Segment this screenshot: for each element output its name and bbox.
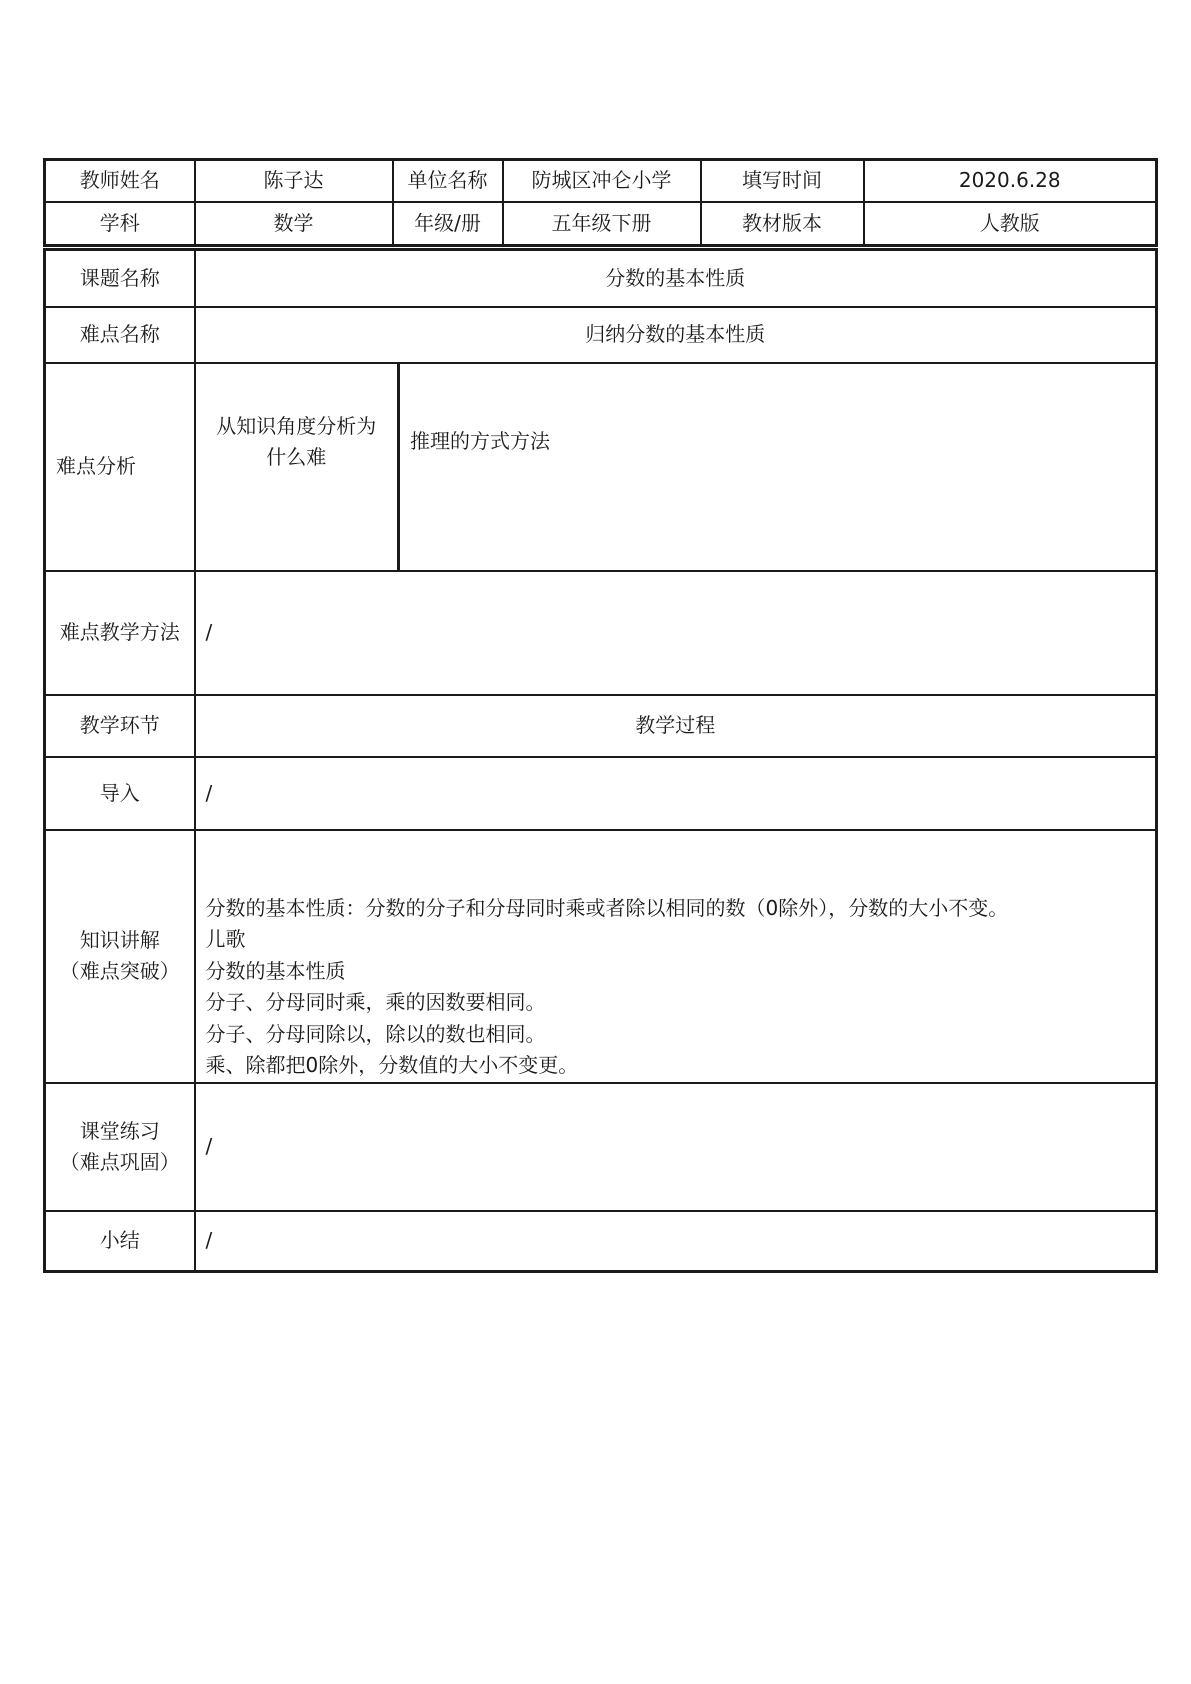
knowledge-line: 分子、分母同除以，除以的数也相同。 <box>205 1021 546 1046</box>
knowledge-line: 儿歌 <box>205 927 246 951</box>
textbook-value: 人教版 <box>864 202 1157 246</box>
knowledge-content <box>195 830 1157 1083</box>
analysis-label: 难点分析 <box>45 363 195 571</box>
grade-label: 年级/册 <box>393 202 503 246</box>
knowledge-line: 分数的基本性质 <box>205 958 346 983</box>
process-label: 教学过程 <box>195 695 1157 757</box>
stage-label: 教学环节 <box>45 695 195 757</box>
practice-label-line1: 课堂练习 <box>79 1118 160 1143</box>
knowledge-label-line1: 知识讲解 <box>79 928 160 952</box>
practice-content: / <box>195 1083 1157 1211</box>
knowledge-line: 乘、除都把0除外，分数值的大小不变更。 <box>205 1053 579 1077</box>
method-label: 难点教学方法 <box>45 571 195 695</box>
practice-label <box>45 1083 195 1211</box>
summary-content: / <box>195 1211 1157 1272</box>
subject-label: 学科 <box>45 202 195 246</box>
topic-value: 分数的基本性质 <box>195 250 1157 307</box>
analysis-sub-label <box>195 363 399 571</box>
unit-value: 防城区冲仑小学 <box>503 160 701 202</box>
body-table <box>43 248 1158 1273</box>
subject-value: 数学 <box>195 202 393 246</box>
lesson-plan-sheet <box>43 158 1155 1273</box>
knowledge-label-line2: （难点突破） <box>59 959 180 983</box>
teacher-name-value: 陈子达 <box>195 160 393 202</box>
intro-label: 导入 <box>45 757 195 830</box>
difficulty-label: 难点名称 <box>45 307 195 363</box>
grade-value: 五年级下册 <box>503 202 701 246</box>
textbook-label: 教材版本 <box>701 202 864 246</box>
analysis-sub-label-line1: 从知识角度分析为 <box>216 413 377 438</box>
intro-content: / <box>195 757 1157 830</box>
analysis-content: 推理的方式方法 <box>399 363 1157 571</box>
header-table <box>43 158 1158 247</box>
fill-time-label: 填写时间 <box>701 160 864 202</box>
difficulty-value: 归纳分数的基本性质 <box>195 307 1157 363</box>
summary-label: 小结 <box>45 1211 195 1272</box>
knowledge-label <box>45 830 195 1083</box>
practice-label-line2: （难点巩固） <box>59 1149 180 1174</box>
teacher-name-label: 教师姓名 <box>45 160 195 202</box>
topic-label: 课题名称 <box>45 250 195 307</box>
knowledge-line: 分子、分母同时乘，乘的因数要相同。 <box>205 990 546 1014</box>
method-content: / <box>195 571 1157 695</box>
unit-label: 单位名称 <box>393 160 503 202</box>
knowledge-line: 分数的基本性质：分数的分子和分母同时乘或者除以相同的数（0除外），分数的大小不变。 <box>205 895 1009 920</box>
fill-time-value: 2020.6.28 <box>864 160 1157 202</box>
analysis-sub-label-line2: 什么难 <box>266 444 327 469</box>
